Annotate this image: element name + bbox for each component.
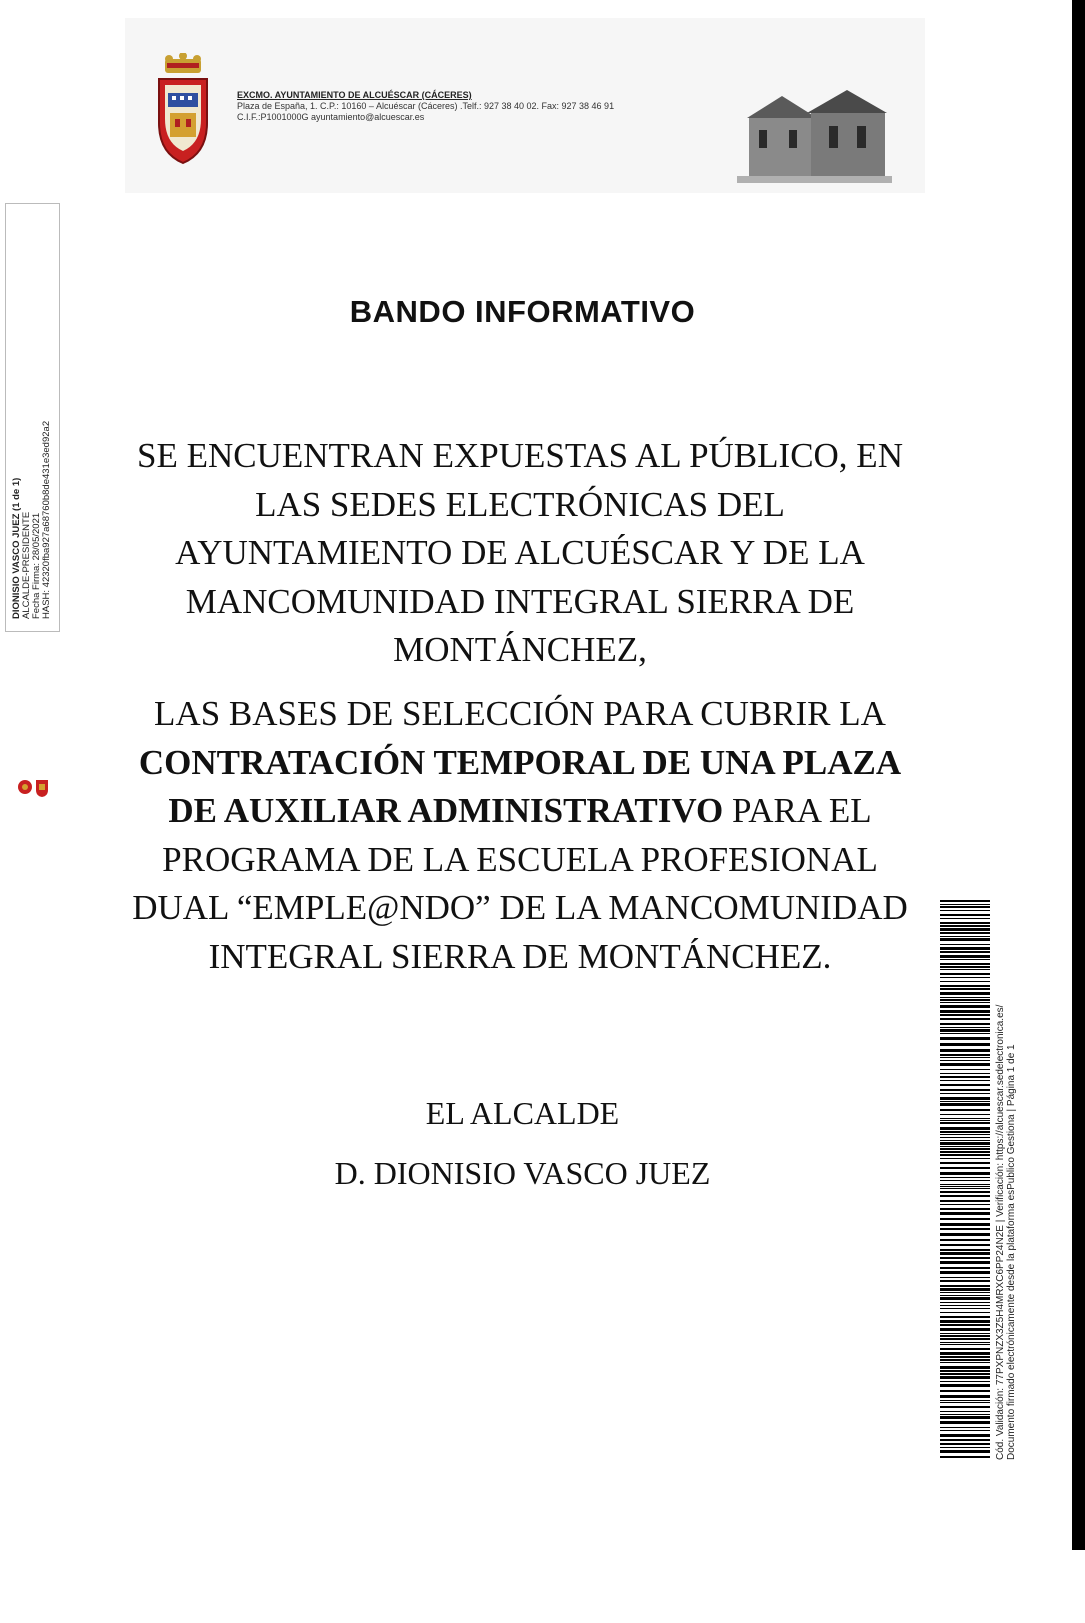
barcode-stripe: [940, 1342, 990, 1343]
barcode-stripe: [940, 1261, 990, 1264]
announcement-paragraph-1: SE ENCUENTRAN EXPUESTAS AL PÚBLICO, EN LAS SEDES ELECTRÓNICAS DEL AYUNTAMIENTO DE ALCUÉSCAR Y DE LA MANCOMUNIDAD INTEGRAL SIERRA DE MONTÁNCHEZ,: [137, 436, 903, 669]
barcode-stripe: [940, 1172, 990, 1175]
barcode-stripe: [940, 981, 990, 982]
barcode-stripe: [940, 1233, 990, 1236]
validation-platform-line: Documento firmado electrónicamente desde la plataforma esPublico Gestiona | Página 1 de 1: [1006, 1044, 1017, 1460]
barcode-stripe: [940, 1302, 990, 1303]
barcode-stripe: [940, 1005, 990, 1008]
barcode-stripe: [940, 1208, 990, 1210]
validation-text: [995, 900, 1017, 1460]
barcode-stripe: [940, 1080, 990, 1081]
document-title: BANDO INFORMATIVO: [349, 294, 696, 329]
barcode-stripe: [940, 906, 990, 908]
barcode-stripe: [940, 1366, 990, 1369]
barcode-stripe: [940, 1324, 990, 1326]
barcode-stripe: [940, 1127, 990, 1130]
barcode-stripe: [940, 1239, 990, 1241]
barcode-stripe: [940, 1316, 990, 1318]
barcode-stripe: [940, 1200, 990, 1202]
barcode-stripe: [940, 1057, 990, 1058]
signer-name: DIONISIO VASCO JUEZ (1 de 1): [11, 477, 22, 619]
barcode-stripe: [940, 1029, 990, 1032]
barcode-stripe: [940, 1390, 990, 1392]
letterhead-address: Plaza de España, 1. C.P.: 10160 – Alcuéscar (Cáceres) .Telf.: 927 38 40 02. Fax: 927 38 46 91: [237, 101, 615, 111]
barcode-stripe: [940, 1277, 990, 1278]
barcode-stripe: [940, 1049, 990, 1052]
barcode-stripe: [940, 1195, 990, 1197]
barcode-stripe: [940, 1257, 990, 1259]
barcode-stripe: [940, 1430, 990, 1431]
barcode-stripe: [940, 1292, 990, 1293]
barcode-stripe: [940, 1073, 990, 1074]
signer-title: EL ALCALDE: [425, 1095, 620, 1131]
barcode-stripe: [940, 1249, 990, 1251]
barcode-stripe: [940, 1305, 990, 1306]
barcode-stripe: [940, 1037, 990, 1040]
signature-stamp: [5, 203, 60, 632]
barcode-stripe: [940, 1084, 990, 1086]
barcode-stripe: [940, 1033, 990, 1034]
barcode-stripe: [940, 1180, 990, 1181]
barcode-stripe: [940, 1320, 990, 1323]
barcode-stripe: [940, 1308, 990, 1309]
barcode-stripe: [940, 999, 990, 1001]
barcode-stripe: [940, 1162, 990, 1164]
barcode-stripe: [940, 1285, 990, 1287]
barcode-stripe: [940, 992, 990, 995]
barcode-stripe: [940, 1054, 990, 1056]
barcode-stripe: [940, 1114, 990, 1115]
barcode-stripe: [940, 1002, 990, 1003]
barcode-stripe: [940, 1154, 990, 1156]
barcode-stripe: [940, 1297, 990, 1300]
barcode-stripe: [940, 1151, 990, 1153]
barcode-stripe: [940, 1359, 990, 1361]
signer-full-name: D. DIONISIO VASCO JUEZ: [334, 1155, 711, 1191]
barcode-stripe: [940, 1018, 990, 1020]
barcode-stripe: [940, 1140, 990, 1141]
barcode-stripe: [940, 922, 990, 924]
barcode-stripe: [940, 1023, 990, 1025]
barcode-stripe: [940, 1076, 990, 1078]
barcode-stripe: [940, 1402, 990, 1403]
barcode-stripe: [940, 1228, 990, 1230]
barcode-stripe: [940, 938, 990, 941]
barcode-stripe: [940, 1381, 990, 1382]
barcode-stripe: [940, 1204, 990, 1205]
barcode-stripe: [940, 1376, 990, 1379]
signer-role: ALCALDE-PRESIDENTE: [21, 511, 32, 619]
barcode-stripe: [940, 1118, 990, 1119]
barcode-stripe: [940, 1103, 990, 1106]
barcode-stripe: [940, 955, 990, 958]
barcode-stripe: [940, 1271, 990, 1274]
letterhead-cif-email: C.I.F.:P1001000G ayuntamiento@alcuescar.es: [237, 112, 425, 122]
para2-end: PARA EL PROGRAMA DE LA ESCUELA PROFESIONAL DUAL “EMPLE@NDO” DE LA MANCOMUNIDAD INTEGRAL SIERRA DE MONTÁNCHEZ.: [132, 791, 908, 976]
barcode-stripe: [940, 1060, 990, 1061]
barcode-stripe: [940, 1447, 990, 1448]
barcode-stripe: [940, 1267, 990, 1269]
barcode-stripe: [940, 1252, 990, 1255]
barcode-stripe: [940, 925, 990, 927]
barcode-stripe: [940, 1142, 990, 1145]
barcode-stripe: [940, 1348, 990, 1350]
barcode-stripe: [940, 1395, 990, 1398]
validation-barcode: [940, 900, 990, 1460]
barcode-stripe: [940, 1212, 990, 1215]
barcode-stripe: [940, 1184, 990, 1185]
barcode-stripe: [940, 959, 990, 960]
validation-code-line: Cód. Validación: 77PXPNZX3Z5H4MRXC6PP24N2E | Verificación: https://alcuescar.sedelectronica.es/: [995, 1004, 1006, 1460]
barcode-stripe: [940, 1063, 990, 1066]
barcode-stripe: [940, 944, 990, 945]
barcode-stripe: [940, 1167, 990, 1169]
barcode-stripe: [940, 1333, 990, 1334]
barcode-stripe: [940, 1093, 990, 1094]
barcode-stripe: [940, 1344, 990, 1345]
barcode-stripe: [940, 1295, 990, 1296]
barcode-stripe: [940, 1370, 990, 1372]
barcode-stripe: [940, 1414, 990, 1415]
barcode-stripe: [940, 1443, 990, 1445]
barcode-stripe: [940, 973, 990, 975]
barcode-stripe: [940, 951, 990, 953]
barcode-stripe: [940, 1362, 990, 1363]
barcode-stripe: [940, 947, 990, 950]
barcode-stripe: [940, 1328, 990, 1331]
barcode-stripe: [940, 1186, 990, 1187]
barcode-stripe: [940, 988, 990, 990]
letterhead: [125, 18, 925, 193]
barcode-stripe: [940, 1191, 990, 1193]
barcode-stripe: [940, 1120, 990, 1121]
announcement-paragraph-2: [120, 690, 920, 981]
barcode-stripe: [940, 1148, 990, 1150]
barcode-stripe: [940, 1421, 990, 1424]
barcode-stripe: [940, 1400, 990, 1401]
barcode-stripe: [940, 1338, 990, 1340]
barcode-stripe: [940, 1223, 990, 1226]
barcode-stripe: [940, 1177, 990, 1178]
barcode-stripe: [940, 963, 990, 965]
barcode-stripe: [940, 932, 990, 934]
coat-of-arms-icon: [153, 53, 213, 168]
barcode-stripe: [940, 977, 990, 978]
barcode-stripe: [940, 1146, 990, 1147]
barcode-stripe: [940, 1416, 990, 1419]
barcode-stripe: [940, 966, 990, 968]
stamp-crest-icon: [16, 776, 52, 798]
barcode-stripe: [940, 904, 990, 905]
barcode-stripe: [940, 1101, 990, 1102]
barcode-stripe: [940, 1456, 990, 1458]
signature-hash: HASH: 42320fba927a68760b8de431e3ed92a2: [41, 420, 52, 619]
barcode-stripe: [940, 1312, 990, 1313]
barcode-stripe: [940, 1280, 990, 1282]
barcode-stripe: [940, 1406, 990, 1408]
barcode-stripe: [940, 1218, 990, 1220]
barcode-stripe: [940, 997, 990, 998]
barcode-stripe: [940, 928, 990, 931]
barcode-stripe: [940, 1097, 990, 1100]
right-edge-bar: [1072, 0, 1085, 1550]
para2-bold: CONTRATACIÓN TEMPORAL DE UNA PLAZA DE AUXILIAR ADMINISTRATIVO: [138, 742, 902, 830]
barcode-stripe: [940, 1027, 990, 1028]
barcode-stripe: [940, 1434, 990, 1437]
barcode-stripe: [940, 1043, 990, 1046]
barcode-stripe: [940, 1352, 990, 1355]
barcode-stripe: [940, 1010, 990, 1013]
barcode-stripe: [940, 969, 990, 970]
barcode-stripe: [940, 1137, 990, 1138]
barcode-stripe: [940, 1335, 990, 1337]
barcode-stripe: [940, 900, 990, 902]
barcode-stripe: [940, 914, 990, 916]
barcode-stripe: [940, 1188, 990, 1189]
barcode-stripe: [940, 1373, 990, 1375]
barcode-stripe: [940, 1411, 990, 1412]
barcode-stripe: [940, 1439, 990, 1441]
barcode-stripe: [940, 1122, 990, 1124]
barcode-stripe: [940, 1158, 990, 1159]
barcode-stripe: [940, 1356, 990, 1358]
barcode-stripe: [940, 985, 990, 987]
church-building-icon: [737, 78, 892, 183]
para2-start: LAS BASES DE SELECCIÓN PARA CUBRIR LA: [154, 694, 886, 733]
barcode-stripe: [940, 1131, 990, 1133]
barcode-stripe: [940, 1384, 990, 1387]
barcode-stripe: [940, 1109, 990, 1111]
barcode-stripe: [940, 1069, 990, 1070]
barcode-stripe: [940, 1089, 990, 1091]
barcode-stripe: [940, 1134, 990, 1135]
letterhead-org-name: EXCMO. AYUNTAMIENTO DE ALCUÉSCAR (CÁCERES): [237, 90, 472, 100]
barcode-stripe: [940, 918, 990, 919]
signature-date: Fecha Firma: 28/05/2021: [31, 512, 42, 619]
barcode-stripe: [940, 910, 990, 911]
barcode-stripe: [940, 1427, 990, 1428]
barcode-stripe: [940, 1288, 990, 1291]
barcode-stripe: [940, 936, 990, 937]
barcode-stripe: [940, 1450, 990, 1453]
barcode-stripe: [940, 1244, 990, 1246]
barcode-stripe: [940, 1014, 990, 1016]
